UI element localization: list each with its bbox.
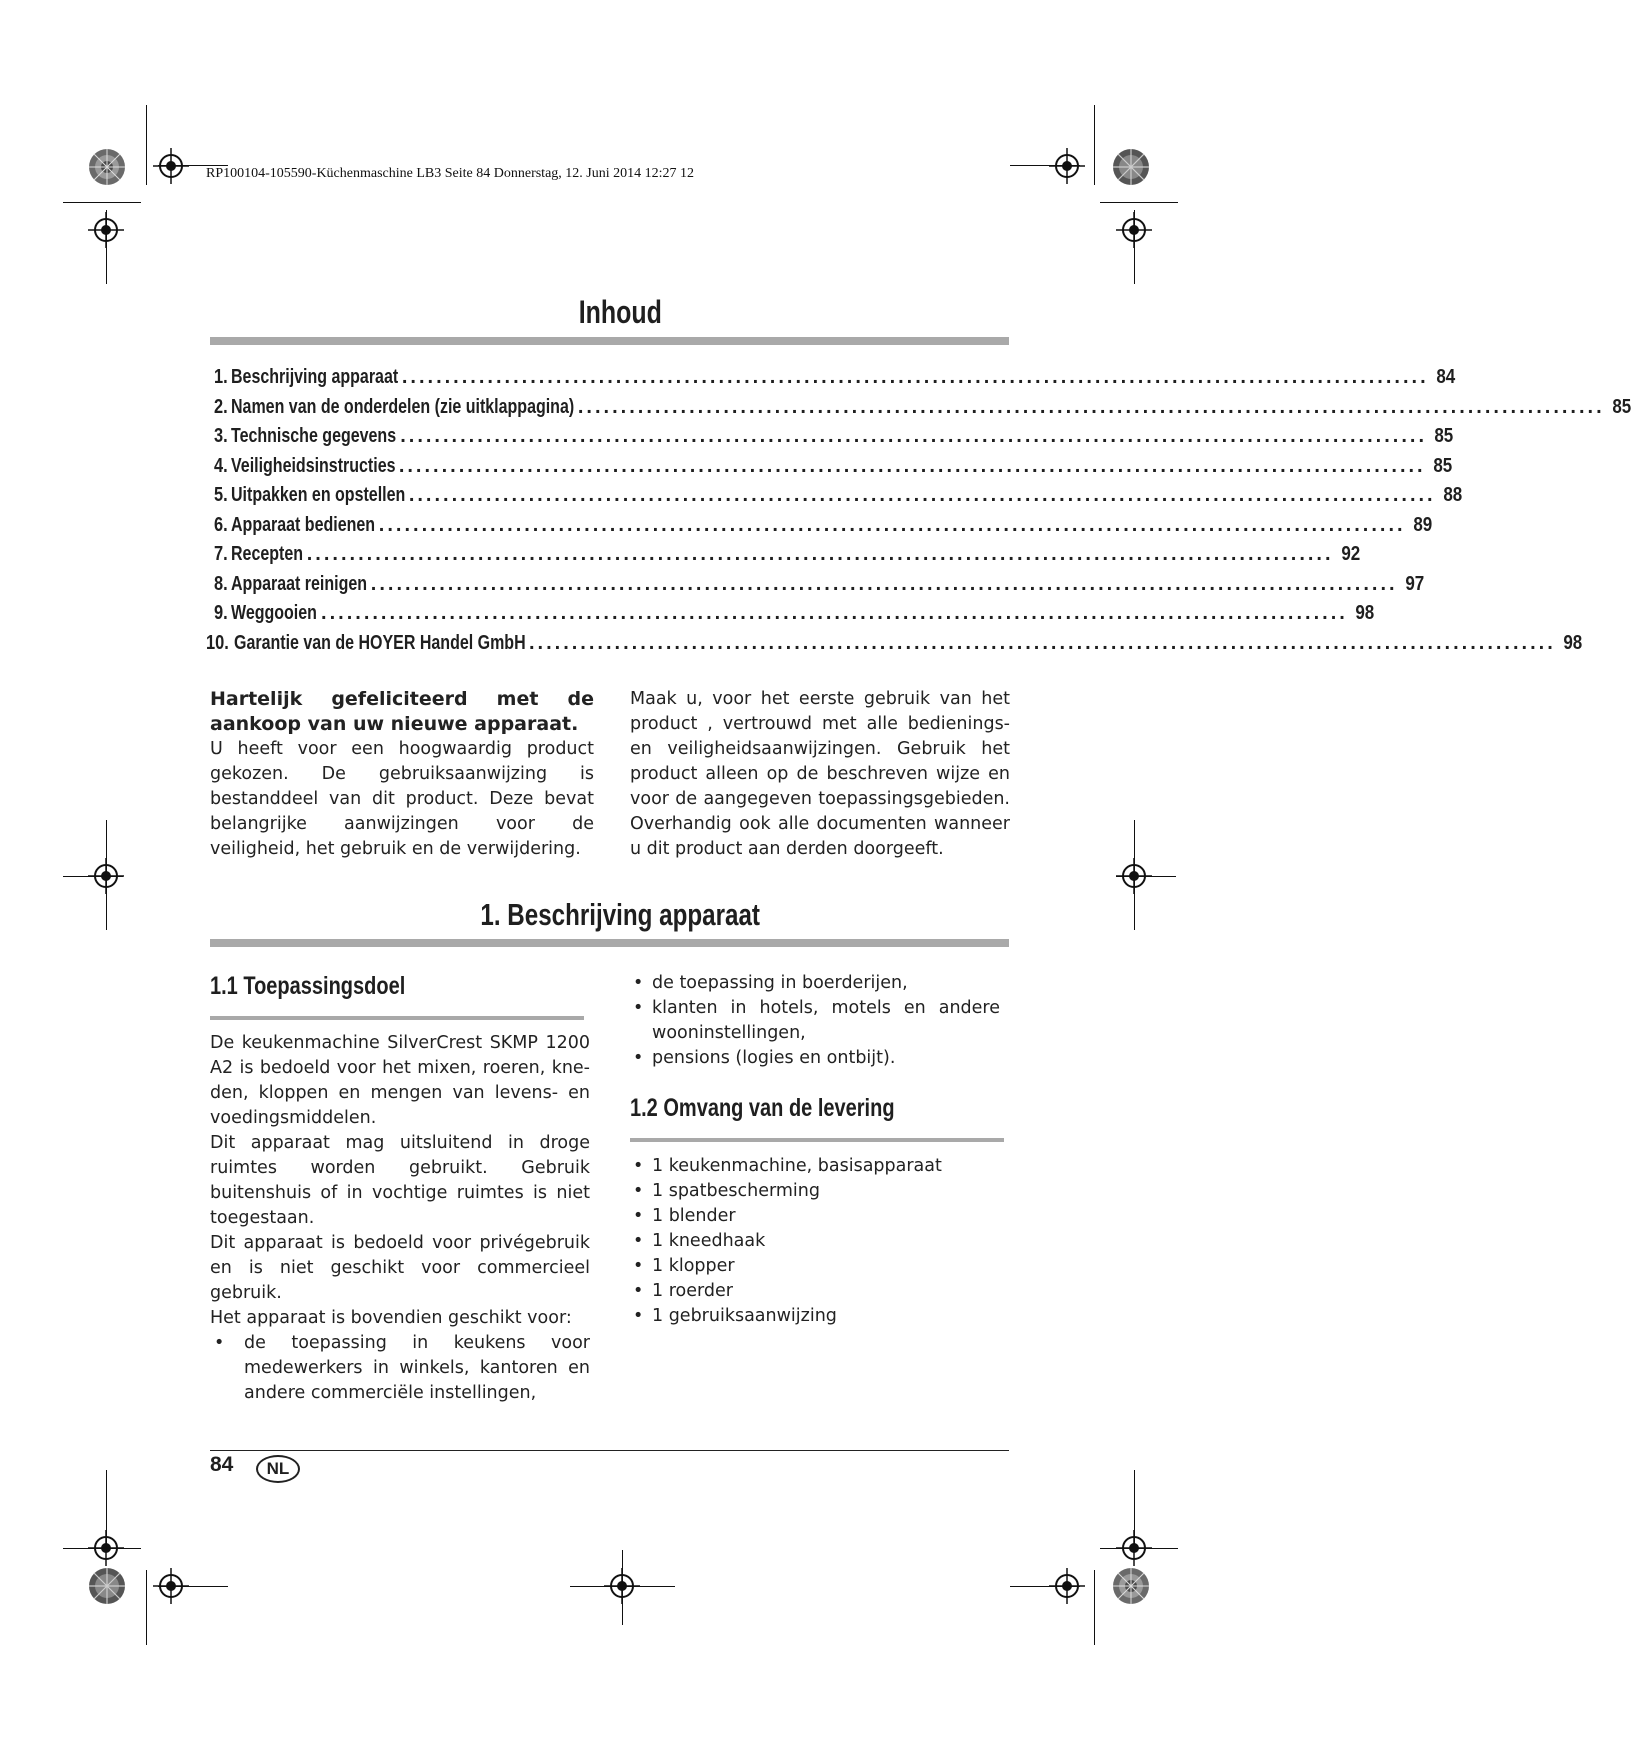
registration-mark-icon: [604, 1568, 640, 1604]
toc-entry-page: 85: [1434, 425, 1454, 447]
registration-mark-icon: [88, 1530, 124, 1566]
toc-leader-dots: ........................................................................................................................: [306, 543, 1334, 565]
list-item: • de toepassing in boerderijen,: [630, 971, 1000, 996]
subsection-1-1-body: [210, 1031, 590, 1406]
toc-entry-title: Beschrijving apparaat: [230, 366, 398, 388]
toc-entry-page: 88: [1442, 484, 1462, 506]
registration-mark-icon: [88, 858, 124, 894]
subsection-1-2: [630, 1094, 1010, 1123]
toc-leader-dots: ........................................................................................................................: [408, 484, 1436, 506]
toc-entry-title: Technische gegevens: [230, 425, 396, 447]
toc-entry-number: 8.: [214, 572, 228, 595]
toc-entry: [214, 454, 1452, 485]
toc-entry-number: 6.: [214, 513, 228, 536]
toc-leader-dots: ........................................................................................................................: [577, 395, 1605, 418]
list-item: • de toepassing in keukens voor medewerkers in winkels, kantoren en andere commerciële instellingen,: [210, 1331, 590, 1406]
paragraph: Het apparaat is bovendien geschikt voor:: [210, 1308, 572, 1328]
footer-rule: [210, 1450, 1009, 1451]
intro-left-column: [210, 687, 594, 862]
toc-entry: [214, 602, 1375, 632]
toc-entry-number: 9.: [214, 602, 228, 624]
toc-entry: [214, 543, 1360, 573]
subsection-1-1-continued: [630, 971, 1000, 1071]
crop-line: [63, 202, 141, 203]
toc-leader-dots: ........................................................................................................................: [400, 425, 1427, 447]
toc-leader-dots: ........................................................................................................................: [528, 631, 1556, 654]
language-badge: NL: [256, 1455, 300, 1483]
list-item: • 1 blender: [630, 1204, 1000, 1229]
list-item: • 1 gebruiksaanwijzing: [630, 1304, 1000, 1329]
subsection-rule: [210, 1016, 584, 1020]
toc-leader-dots: ........................................................................................................................: [378, 513, 1406, 536]
print-header: RP100104-105590-Küchenmaschine LB3 Seite 84 Donnerstag, 12. Juni 2014 12:27 12: [206, 166, 695, 181]
toc-entry-title: Recepten: [230, 543, 303, 565]
toc-entry-page: 97: [1404, 572, 1424, 595]
registration-mark-icon: [88, 212, 124, 248]
toc-heading-rule: [210, 337, 1009, 345]
delivery-list: [630, 1154, 1000, 1329]
toc-entry: [214, 395, 1631, 426]
toc-entry-number: 2.: [214, 395, 228, 418]
registration-mark-icon: [1049, 148, 1085, 184]
toc-leader-dots: ........................................................................................................................: [398, 454, 1426, 477]
toc-entry-page: 89: [1412, 513, 1432, 536]
registration-mark-icon: [153, 1568, 189, 1604]
toc-entry-number: 1.: [214, 366, 228, 388]
toc-entry-title: Uitpakken en opstellen: [230, 484, 405, 506]
toc-entry-title: Apparaat bedienen: [230, 513, 375, 536]
table-of-contents: [206, 366, 1631, 661]
bullet-list: [210, 1331, 590, 1406]
toc-heading: Inhoud: [578, 294, 663, 330]
page-number: 84: [210, 1453, 234, 1476]
toc-entry-title: Apparaat reinigen: [230, 572, 367, 595]
subsection-rule: [630, 1138, 1004, 1142]
toc-entry: [214, 513, 1432, 544]
toc-entry-page: 98: [1563, 631, 1583, 654]
toc-entry-number: 10.: [206, 631, 229, 654]
subsection-1-1: [210, 972, 594, 1001]
toc-entry-page: 85: [1611, 395, 1631, 418]
registration-mark-icon: [1116, 1530, 1152, 1566]
crop-line: [1094, 105, 1095, 185]
delivery-list-container: [630, 1154, 1000, 1329]
list-item: • 1 keukenmachine, basisapparaat: [630, 1154, 1000, 1179]
toc-entry-title: Veiligheidsinstructies: [230, 454, 396, 477]
toc-entry-title: Weggooien: [230, 602, 317, 624]
intro-right-column: [630, 687, 1010, 862]
crop-line: [146, 105, 147, 185]
list-item: • pensions (logies en ontbijt).: [630, 1046, 1000, 1071]
list-item: • klanten in hotels, motels en andere wooninstellingen,: [630, 996, 1000, 1046]
toc-entry-title: Namen van de onderdelen (zie uitklappagina): [230, 395, 574, 418]
color-wheel-icon: [88, 148, 126, 186]
bullet-list: [630, 971, 1000, 1071]
toc-entry-page: 98: [1355, 602, 1375, 624]
toc-entry: [214, 484, 1462, 514]
toc-entry-title: Garantie van de HOYER Handel GmbH: [233, 631, 526, 654]
color-wheel-icon: [1112, 148, 1150, 186]
crop-line: [1094, 1570, 1095, 1645]
list-item: • 1 spatbescherming: [630, 1179, 1000, 1204]
crop-line: [146, 1570, 147, 1645]
registration-mark-icon: [1116, 212, 1152, 248]
toc-entry-number: 7.: [214, 543, 228, 565]
paragraph: Dit apparaat is bedoeld voor privégebruik en is niet geschikt voor commercieel gebruik.: [210, 1233, 590, 1303]
paragraph: De keukenmachine SilverCrest SKMP 1200 A2 is bedoeld voor het mixen, roeren, kne-den, kloppen en mengen van levens- en voedingsmiddelen.: [210, 1033, 590, 1128]
subsection-title: 1.2 Omvang van de levering: [630, 1094, 895, 1122]
toc-entry-number: 5.: [214, 484, 228, 506]
section-heading-rule: [210, 939, 1009, 947]
registration-mark-icon: [1116, 858, 1152, 894]
toc-entry: [214, 572, 1424, 603]
section-heading: 1. Beschrijving apparaat: [480, 897, 761, 932]
intro-right-text: Maak u, voor het eerste gebruik van het product , vertrouwd met alle bedienings- en veiligheidsaanwijzingen. Gebruik het product alleen op de beschreven wijze en voor de aangegeven toepassingsgebieden. Overhandig ook alle documenten wanneer u dit product aan derden doorgeeft.: [630, 689, 1010, 859]
list-item: • 1 klopper: [630, 1254, 1000, 1279]
toc-leader-dots: ........................................................................................................................: [370, 572, 1398, 595]
registration-mark-icon: [1049, 1568, 1085, 1604]
subsection-title: 1.1 Toepassingsdoel: [210, 972, 406, 1000]
toc-entry-page: 92: [1340, 543, 1360, 565]
toc-leader-dots: ........................................................................................................................: [321, 602, 1348, 624]
crop-line: [1100, 202, 1178, 203]
toc-entry: [214, 366, 1455, 396]
toc-leader-dots: ........................................................................................................................: [401, 366, 1429, 388]
toc-entry: [206, 631, 1583, 662]
intro-left-text: U heeft voor een hoogwaardig product gekozen. De gebruiksaanwijzing is bestanddeel van dit product. Deze bevat belangrijke aanwijzingen voor de veiligheid, het gebruik en de verwijdering.: [210, 739, 594, 859]
toc-entry-page: 85: [1432, 454, 1452, 477]
registration-mark-icon: [153, 148, 189, 184]
list-item: • 1 kneedhaak: [630, 1229, 1000, 1254]
intro-heading: Hartelijk gefeliciteerd met de aankoop van uw nieuwe apparaat.: [210, 688, 594, 735]
color-wheel-icon: [1112, 1567, 1150, 1605]
toc-entry-number: 3.: [214, 425, 228, 447]
paragraph: Dit apparaat mag uitsluitend in droge ruimtes worden gebruikt. Gebruik buitenshuis of in vochtige ruimtes is niet toegestaan.: [210, 1133, 590, 1228]
list-item: • 1 roerder: [630, 1279, 1000, 1304]
toc-entry-page: 84: [1435, 366, 1455, 388]
toc-entry: [214, 425, 1454, 455]
color-wheel-icon: [88, 1567, 126, 1605]
toc-entry-number: 4.: [214, 454, 228, 477]
